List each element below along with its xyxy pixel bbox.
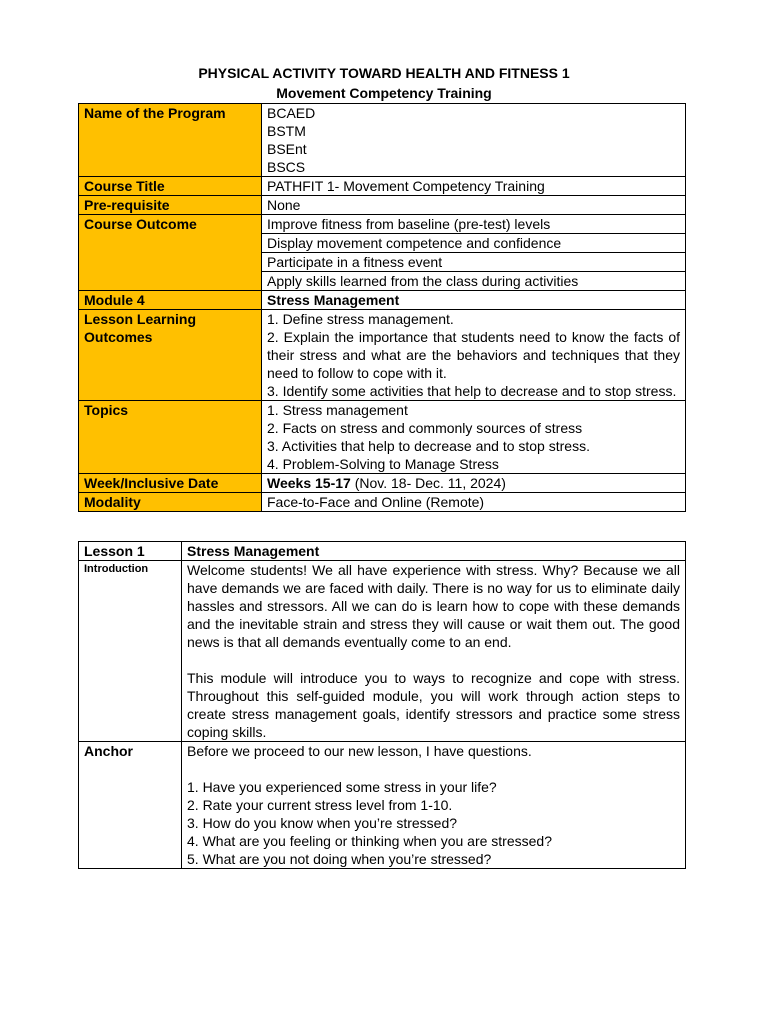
document-subtitle: Movement Competency Training: [276, 85, 492, 101]
course-info-table: [78, 103, 686, 512]
module-label: Module 4: [79, 291, 262, 310]
lesson-title: Stress Management: [182, 542, 686, 561]
lesson-table: [78, 541, 686, 869]
anchor-text: [182, 742, 686, 869]
outcome-item: Improve fitness from baseline (pre-test) levels: [262, 215, 686, 234]
week-value: [262, 474, 686, 493]
anchor-question: 3. How do you know when you’re stressed?: [187, 815, 458, 831]
outcome-item: Apply skills learned from the class during activities: [262, 272, 686, 291]
course-title-value: PATHFIT 1- Movement Competency Training: [262, 177, 686, 196]
course-title-label: Course Title: [79, 177, 262, 196]
topic-item: 1. Stress management: [267, 402, 408, 418]
llo-item: 1. Define stress management.: [267, 311, 454, 327]
program-label: Name of the Program: [79, 104, 262, 177]
program-item: BSTM: [267, 123, 306, 139]
anchor-question: 4. What are you feeling or thinking when you are stressed?: [187, 833, 552, 849]
topics-label: Topics: [79, 401, 262, 474]
llo-item: 2. Explain the importance that students need to know the facts of their stress and what are the behaviors and techniques that they need to follow to cope with it.: [267, 329, 680, 381]
intro-paragraph: Welcome students! We all have experience with stress. Why? Because we all have demands we are faced with daily. There is no way for us to eliminate daily hassles and stressors. All we can do is learn how to cope with these demands and the inevitable strain and stress they will cause or wait them out. The good news is that all demands eventually come to an end.: [187, 562, 680, 650]
introduction-label: Introduction: [79, 561, 182, 742]
program-item: BSCS: [267, 159, 306, 175]
outcome-label: Course Outcome: [79, 215, 262, 291]
week-range: Weeks 15-17: [267, 475, 351, 491]
anchor-label: Anchor: [79, 742, 182, 869]
topics-list: [262, 401, 686, 474]
modality-label: Modality: [79, 493, 262, 512]
week-label: Week/Inclusive Date: [79, 474, 262, 493]
paragraph-gap: [187, 651, 680, 669]
program-item: BCAED: [267, 105, 316, 121]
program-list: [262, 104, 686, 177]
topic-item: 2. Facts on stress and commonly sources of stress: [267, 420, 583, 436]
outcome-item: Display movement competence and confidence: [262, 234, 686, 253]
module-value: Stress Management: [262, 291, 686, 310]
topic-item: 4. Problem-Solving to Manage Stress: [267, 456, 499, 472]
anchor-intro: Before we proceed to our new lesson, I have questions.: [187, 743, 532, 759]
program-item: BSEnt: [267, 141, 307, 157]
anchor-question: 1. Have you experienced some stress in your life?: [187, 779, 497, 795]
outcome-item: Participate in a fitness event: [262, 253, 686, 272]
lesson-label: Lesson 1: [79, 542, 182, 561]
introduction-text: [182, 561, 686, 742]
modality-value: Face-to-Face and Online (Remote): [262, 493, 686, 512]
intro-paragraph: This module will introduce you to ways to recognize and cope with stress. Throughout this self-guided module, you will work through action steps to create stress management goals, identify stressors and practice some stress coping skills.: [187, 670, 680, 740]
prereq-value: None: [262, 196, 686, 215]
document-title: PHYSICAL ACTIVITY TOWARD HEALTH AND FITNESS 1: [198, 65, 570, 81]
llo-list: [262, 310, 686, 401]
paragraph-gap: [187, 760, 680, 778]
topic-item: 3. Activities that help to decrease and to stop stress.: [267, 438, 590, 454]
week-dates: (Nov. 18- Dec. 11, 2024): [350, 475, 506, 491]
anchor-question: 2. Rate your current stress level from 1-10.: [187, 797, 453, 813]
llo-item: 3. Identify some activities that help to decrease and to stop stress.: [267, 383, 677, 399]
prereq-label: Pre-requisite: [79, 196, 262, 215]
llo-label: Lesson Learning Outcomes: [79, 310, 262, 401]
anchor-question: 5. What are you not doing when you’re stressed?: [187, 851, 492, 867]
